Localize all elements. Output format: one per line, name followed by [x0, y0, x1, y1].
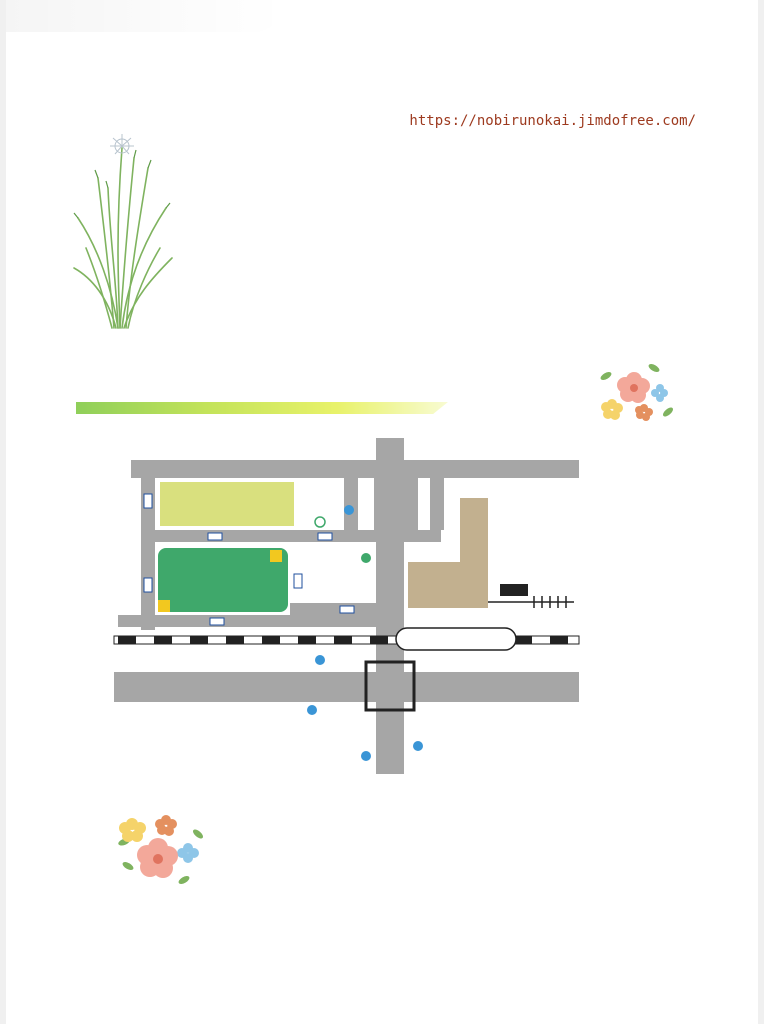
access-map — [104, 438, 584, 778]
map-police-box-marker — [315, 517, 325, 527]
map-building-station — [408, 498, 488, 608]
map-road — [290, 603, 386, 615]
map-drugstore-marker — [361, 553, 371, 563]
access-route — [251, 884, 265, 903]
org-title — [76, 65, 80, 85]
map-road — [344, 478, 358, 530]
map-tobu-line — [488, 596, 574, 608]
map-road — [141, 460, 155, 630]
map-building-camellia — [158, 548, 288, 612]
flower-decoration-icon — [114, 812, 208, 892]
map-road — [114, 672, 579, 702]
map-road — [430, 478, 444, 530]
org-website-link[interactable]: https://nobirunokai.jimdofree.com/ — [409, 113, 696, 129]
map-road — [376, 438, 404, 774]
page — [6, 0, 758, 1024]
divider-strip — [76, 402, 448, 414]
flower-decoration-icon — [594, 358, 678, 424]
map-park — [160, 482, 294, 526]
map-road — [118, 615, 388, 627]
map-tobu-station — [500, 584, 528, 596]
map-entrance-marker — [270, 550, 282, 562]
map-road — [131, 460, 579, 478]
map-parking-marker — [158, 600, 170, 612]
plant-illustration — [68, 128, 174, 332]
map-road — [404, 478, 418, 530]
page-top-shadow — [6, 0, 286, 32]
map-station-pill — [396, 628, 516, 650]
